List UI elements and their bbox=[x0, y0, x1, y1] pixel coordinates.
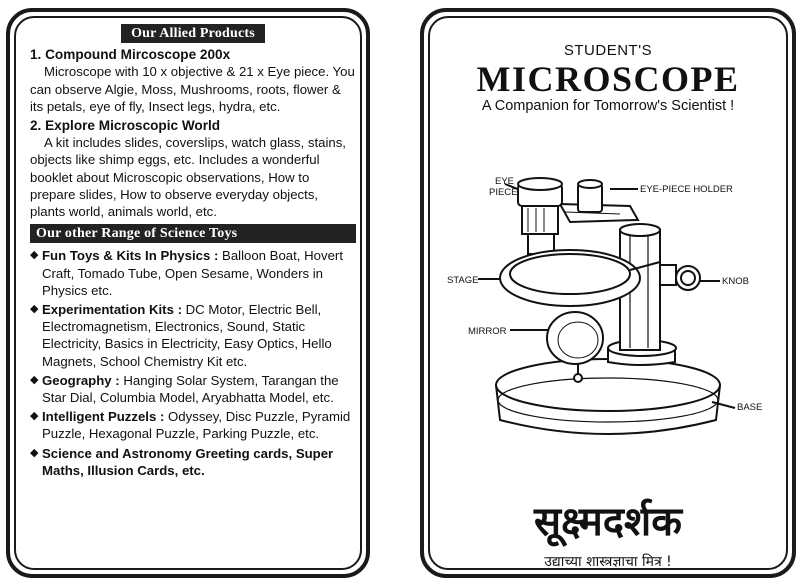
label-stage: STAGE bbox=[447, 275, 479, 286]
hindi-title: सूक्ष्मदर्शक bbox=[534, 499, 682, 545]
list-item-heading: Fun Toys & Kits In Physics : bbox=[42, 248, 219, 264]
left-panel-content bbox=[30, 24, 356, 481]
product-item bbox=[30, 46, 356, 115]
hindi-subtitle: उद्याच्या शास्त्रज्ञाचा मित्र ! bbox=[544, 554, 672, 570]
subtitle: A Companion for Tomorrow's Scientist ! bbox=[481, 98, 735, 114]
label-eye-piece-line2: PIECE bbox=[489, 187, 518, 198]
science-toys-banner: Our other Range of Science Toys bbox=[30, 224, 356, 243]
product-description: A kit includes slides, coverslips, watch glass, stains, objects like shimp eggs, etc. Includes a wonderful booklet about Microscopic observations, How to prepare slides, How to observe everyday objects, plants world, animals world, etc. bbox=[30, 135, 346, 220]
label-eye-piece-line1: EYE bbox=[495, 176, 515, 187]
pre-title: STUDENT'S bbox=[563, 42, 653, 59]
list-item-text: DC Motor, Electric Bell, Electromagnetism, Electronics, Sound, Static Electricity, Basics in Electricity, Easy Optics, Hello Magnets, School Chemistry Kit etc. bbox=[42, 302, 332, 369]
list-item-text: Hanging Solar System, Tarangan the Star Dial, Columbia Model, Aryabhatta Model, etc. bbox=[42, 372, 339, 406]
list-item bbox=[30, 445, 356, 479]
label-knob: KNOB bbox=[722, 276, 749, 287]
label-mirror: MIRROR bbox=[468, 326, 507, 337]
diamond-bullet-icon: ◆ bbox=[30, 373, 39, 386]
product-description: Microscope with 10 x objective & 21 x Eye piece. You can observe Algie, Moss, Mushrooms, roots, flower & its petals, eye of fly, Insect legs, hydra, etc. bbox=[30, 64, 355, 114]
list-item bbox=[30, 408, 356, 442]
diamond-bullet-icon: ◆ bbox=[30, 303, 39, 316]
allied-products-banner: Our Allied Products bbox=[121, 24, 265, 43]
product-heading: 1. Compound Mircoscope 200x bbox=[30, 47, 231, 63]
microscope-illustration bbox=[470, 170, 750, 440]
list-item bbox=[30, 372, 356, 406]
label-base: BASE bbox=[737, 402, 763, 413]
product-item bbox=[30, 117, 356, 220]
diamond-bullet-icon: ◆ bbox=[30, 446, 39, 459]
label-eye-piece-holder: EYE-PIECE HOLDER bbox=[640, 184, 733, 195]
diamond-bullet-icon: ◆ bbox=[30, 410, 39, 423]
list-item-text: Balloon Boat, Hovert Craft, Tomado Tube, Open Sesame, Wonders in Physics etc. bbox=[42, 248, 343, 298]
product-heading: 2. Explore Microscopic World bbox=[30, 118, 221, 134]
list-item bbox=[30, 247, 356, 299]
list-item-heading: Intelligent Puzzels : bbox=[42, 409, 165, 425]
list-item bbox=[30, 301, 356, 370]
list-item-heading: Geography : bbox=[42, 372, 120, 388]
diamond-bullet-icon: ◆ bbox=[30, 249, 39, 262]
list-item-heading: Experimentation Kits : bbox=[42, 302, 182, 318]
list-item-text: Odyssey, Disc Puzzle, Pyramid Puzzle, Hexagonal Puzzle, Parking Puzzle, etc. bbox=[42, 409, 351, 442]
list-item-heading: Science and Astronomy Greeting cards, Super Maths, Illusion Cards, etc. bbox=[42, 445, 334, 478]
science-toys-list bbox=[30, 247, 356, 479]
page-title: MICROSCOPE bbox=[476, 59, 740, 99]
